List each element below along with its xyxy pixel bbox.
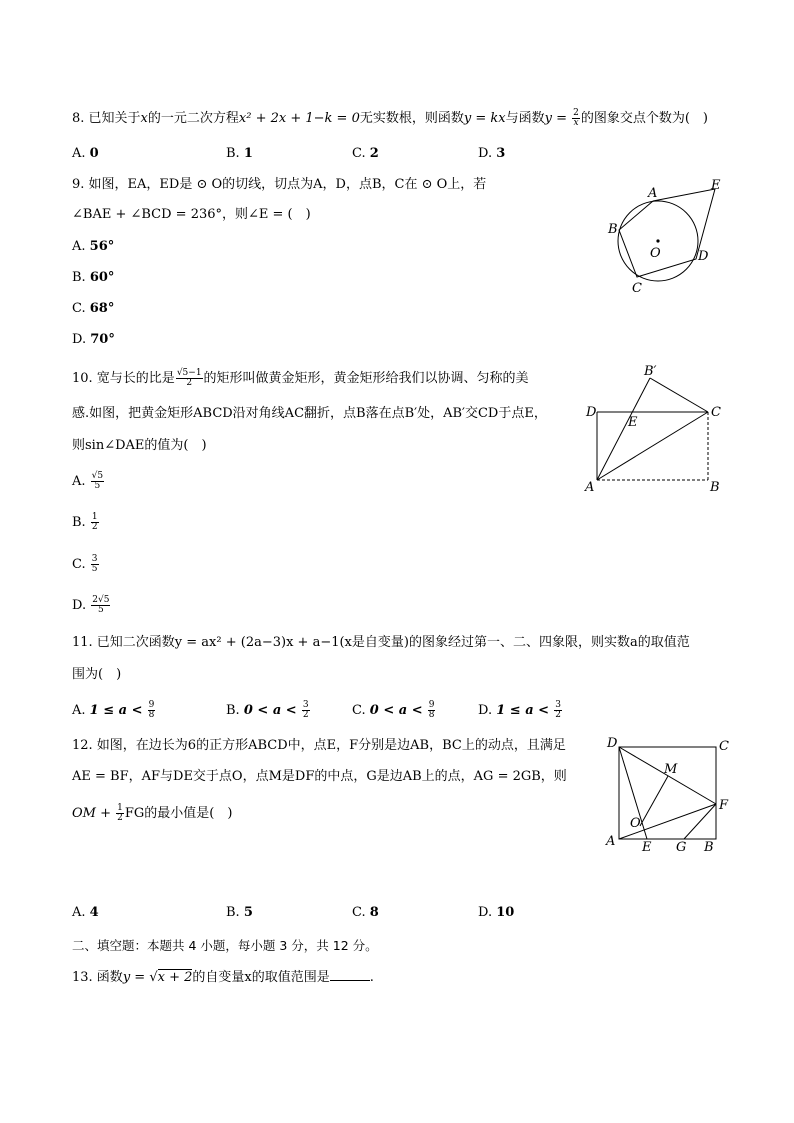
label-m: M <box>664 762 678 777</box>
q9-option-c[interactable]: C. 68° <box>72 301 115 316</box>
label-c: C <box>632 281 642 296</box>
label-a: A <box>606 834 616 849</box>
q9-option-d[interactable]: D. 70° <box>72 332 115 347</box>
q10-stem-line1: 10. 宽与长的比是 $\frac{√5-1}{2}$ 的矩形叫做黄金矩形，黄金矩形给我们以协调、匀称的美 <box>72 368 529 388</box>
label-e: E <box>628 415 638 430</box>
q12-stem-line1: 12. 如图，在边长为6的正方形ABCD中，点E，F分别是边AB，BC上的动点，且满足 <box>72 738 566 753</box>
q8-text: 8. 已知关于 <box>72 111 141 126</box>
label-o: O <box>650 246 661 261</box>
label-a: A <box>585 480 595 495</box>
q10-option-a[interactable]: A. $\frac{√5}{5}$ <box>72 471 104 491</box>
q12-option-b[interactable]: B. 5 <box>226 905 253 920</box>
q10-stem-line3: 则sin∠DAE的值为( ) <box>72 438 207 453</box>
diagonal-ac <box>597 412 708 480</box>
label-b: B <box>704 840 714 855</box>
q8-text: 的图象交点个数为( ) <box>580 111 708 126</box>
label-b-prime: B′ <box>644 364 657 379</box>
label-g: G <box>676 840 687 855</box>
q8-option-d[interactable]: D. 3 <box>478 146 506 161</box>
q9-circle-figure <box>600 175 730 300</box>
q10-option-d[interactable]: D. $\frac{2√5}{5}$ <box>72 595 110 615</box>
q8-option-c[interactable]: C. 2 <box>352 146 379 161</box>
q10-option-b[interactable]: B. $\frac{1}{2}$ <box>72 512 98 532</box>
q12-option-c[interactable]: C. 8 <box>352 905 379 920</box>
q8-text: 的一元二次方程 <box>147 111 239 126</box>
q11-stem-line1: 11. 已知二次函数y = ax² + (2a−3)x + a−1(x是自变量)的图象经过第一、二、四象限，则实数a的取值范 <box>72 635 690 650</box>
q8-option-b[interactable]: B. 1 <box>226 146 253 161</box>
q12-square-figure <box>602 735 732 855</box>
q8-text: 与函数 <box>505 111 545 126</box>
q9-stem-line2: ∠BAE + ∠BCD = 236°，则∠E = ( ) <box>72 207 311 222</box>
q8-stem <box>72 109 708 128</box>
golden-ratio-fraction: $\frac{√5-1}{2}$ <box>176 368 202 388</box>
q8-equation: x² + 2x + 1−k = 0 <box>238 111 360 126</box>
q8-option-a[interactable]: A. 0 <box>72 146 99 161</box>
q12-option-d[interactable]: D. 10 <box>478 905 515 920</box>
label-c: C <box>719 739 729 754</box>
q8-text: 无实数根，则函数 <box>359 111 464 126</box>
q9-stem-line1: 9. 如图，EA，ED是 ⊙ O的切线，切点为A，D，点B，C在 ⊙ O上，若 <box>72 177 487 192</box>
label-d: D <box>586 405 597 420</box>
q13-stem: 13. 函数y = √x + 2的自变量x的取值范围是 . <box>72 970 374 985</box>
sqrt-radical: √x + 2 <box>149 970 193 985</box>
q11-stem-line2: 围为( ) <box>72 667 122 682</box>
label-d: D <box>607 736 618 751</box>
q10-option-c[interactable]: C. $\frac{3}{5}$ <box>72 554 98 574</box>
label-e: E <box>642 840 652 855</box>
q8-function-1: y = kx <box>463 111 506 126</box>
q12-option-a[interactable]: A. 4 <box>72 905 99 920</box>
section-title: 二、填空题：本题共 4 小题，每小题 3 分，共 12 分。 <box>72 938 378 953</box>
label-f: F <box>719 798 729 813</box>
q9-option-a[interactable]: A. 56° <box>72 239 115 254</box>
q9-option-b[interactable]: B. 60° <box>72 270 115 285</box>
label-d: D <box>698 249 709 264</box>
q8-fraction: $\frac{2}{x}$ <box>573 108 579 128</box>
q10-rectangle-figure <box>582 362 727 497</box>
q11-option-a[interactable]: A. 1 ≤ a < $\frac{9}{8}$ <box>72 700 155 720</box>
center-point <box>656 239 659 242</box>
segment-om <box>640 776 668 826</box>
q10-stem-line2: 感.如图，把黄金矩形ABCD沿对角线AC翻折，点B落在点B′处，AB′交CD于点E， <box>72 406 547 421</box>
q11-option-b[interactable]: B. 0 < a < $\frac{3}{2}$ <box>226 700 309 720</box>
q12-stem-line2: AE = BF，AF与DE交于点O，点M是DF的中点，G是边AB上的点，AG = 2GB，则 <box>72 769 567 784</box>
label-b: B <box>608 222 618 237</box>
q12-stem-line3: OM + $\frac{1}{2}$ FG的最小值是( ) <box>72 803 233 823</box>
q8-function-2: y = <box>544 111 572 126</box>
label-o: O <box>630 816 641 831</box>
segment-ab-prime <box>597 378 650 480</box>
label-b: B <box>710 480 720 495</box>
label-e: E <box>711 178 721 193</box>
q11-option-c[interactable]: C. 0 < a < $\frac{9}{8}$ <box>352 700 435 720</box>
label-c: C <box>711 405 721 420</box>
answer-blank[interactable] <box>330 968 370 981</box>
segment-b-prime-c <box>650 378 708 412</box>
label-a: A <box>648 186 658 201</box>
q8-var: x <box>140 111 148 126</box>
q11-option-d[interactable]: D. 1 ≤ a < $\frac{3}{2}$ <box>478 700 561 720</box>
